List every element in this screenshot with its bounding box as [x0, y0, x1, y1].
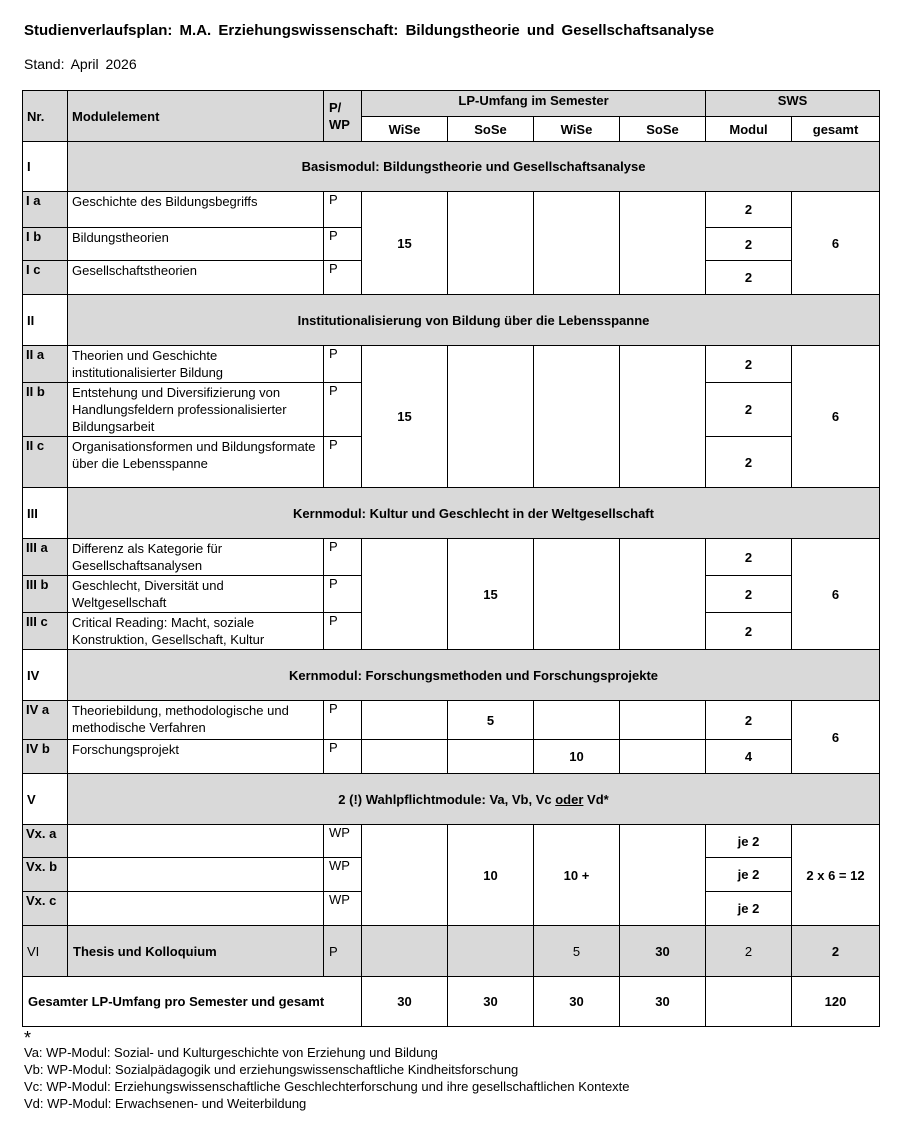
study-plan-table — [22, 90, 880, 1027]
sws-modul: 2 — [706, 926, 792, 977]
header-sose-1: SoSe — [448, 117, 534, 142]
footnote-line: Vb: WP-Modul: Sozialpädagogik und erziehungswissenschaftliche Kindheitsforschung — [24, 1062, 519, 1077]
section-title — [68, 774, 880, 825]
section-title: Institutionalisierung von Bildung über die Lebensspanne — [68, 295, 880, 346]
sws-gesamt: 6 — [792, 192, 880, 295]
total-sose-2: 30 — [620, 977, 706, 1027]
module-name: Differenz als Kategorie für Gesellschaftsanalysen — [68, 539, 324, 576]
module-name: Entstehung und Diversifizierung von Handlungsfeldern professionalisierter Bildungsarbeit — [68, 383, 324, 437]
header-nr: Nr. — [23, 91, 68, 142]
sws-gesamt: 6 — [792, 701, 880, 774]
module-name — [68, 825, 324, 858]
lp-wise-1: 15 — [362, 346, 448, 488]
module-type: P — [324, 383, 362, 437]
row-nr: I b — [23, 228, 68, 261]
module-type: P — [324, 539, 362, 576]
module-type: P — [324, 613, 362, 650]
stand-date: Stand: April 2026 — [24, 56, 137, 72]
header-wise-2: WiSe — [534, 117, 620, 142]
section-nr: IV — [23, 650, 68, 701]
section-nr: V — [23, 774, 68, 825]
total-wise-2: 30 — [534, 977, 620, 1027]
module-name: Gesellschaftstheorien — [68, 261, 324, 295]
footnote-line: Va: WP-Modul: Sozial- und Kulturgeschichte von Erziehung und Bildung — [24, 1045, 438, 1060]
sws-modul: 2 — [706, 346, 792, 383]
footnote-line: Vd: WP-Modul: Erwachsenen- und Weiterbildung — [24, 1096, 307, 1111]
total-gesamt: 120 — [792, 977, 880, 1027]
row-nr: Vx. a — [23, 825, 68, 858]
module-type: P — [324, 228, 362, 261]
header-gesamt: gesamt — [792, 117, 880, 142]
sws-modul: 2 — [706, 383, 792, 437]
footnote — [24, 1028, 630, 1112]
total-sose-1: 30 — [448, 977, 534, 1027]
lp-wise-2: 10 — [534, 740, 620, 774]
module-type: P — [324, 701, 362, 740]
sws-modul: 2 — [706, 192, 792, 228]
sws-modul: 2 — [706, 261, 792, 295]
lp-wise-2: 5 — [534, 926, 620, 977]
module-name: Geschichte des Bildungsbegriffs — [68, 192, 324, 228]
module-name: Critical Reading: Macht, soziale Konstruktion, Gesellschaft, Kultur — [68, 613, 324, 650]
header-sose-2: SoSe — [620, 117, 706, 142]
module-type: WP — [324, 858, 362, 892]
module-name: Organisationsformen und Bildungsformate über die Lebensspanne — [68, 437, 324, 488]
lp-wise-1: 15 — [362, 192, 448, 295]
page-title: Studienverlaufsplan: M.A. Erziehungswissenschaft: Bildungstheorie und Gesellschaftsanalyse — [24, 22, 715, 39]
header-pwp: P/ WP — [324, 91, 362, 142]
sws-modul: 2 — [706, 613, 792, 650]
header-lp-umfang: LP-Umfang im Semester — [362, 91, 706, 117]
section-nr: II — [23, 295, 68, 346]
module-name: Theorien und Geschichte institutionalisierter Bildung — [68, 346, 324, 383]
section-title-oder: oder — [555, 791, 584, 807]
total-label: Gesamter LP-Umfang pro Semester und gesamt — [23, 977, 362, 1027]
module-type: P — [324, 576, 362, 613]
sws-modul: 2 — [706, 437, 792, 488]
module-name: Theoriebildung, methodologische und methodische Verfahren — [68, 701, 324, 740]
header-modul: Modul — [706, 117, 792, 142]
total-wise-1: 30 — [362, 977, 448, 1027]
section-title: Kernmodul: Kultur und Geschlecht in der Weltgesellschaft — [68, 488, 880, 539]
header-sws: SWS — [706, 91, 880, 117]
sws-gesamt: 2 — [792, 926, 880, 977]
sws-gesamt: 6 — [792, 539, 880, 650]
footnote-star: * — [24, 1028, 32, 1048]
header-wise-1: WiSe — [362, 117, 448, 142]
row-nr: II c — [23, 437, 68, 488]
lp-sose-1: 15 — [448, 539, 534, 650]
sws-modul: 2 — [706, 576, 792, 613]
section-nr: VI — [23, 926, 68, 977]
row-nr: Vx. c — [23, 892, 68, 926]
module-name: Thesis und Kolloquium — [68, 926, 324, 977]
sws-modul: je 2 — [706, 858, 792, 892]
module-type: P — [324, 740, 362, 774]
module-type: P — [324, 192, 362, 228]
module-name — [68, 858, 324, 892]
sws-modul: 2 — [706, 228, 792, 261]
module-name — [68, 892, 324, 926]
row-nr: II a — [23, 346, 68, 383]
section-nr: III — [23, 488, 68, 539]
row-nr: III b — [23, 576, 68, 613]
section-title: Basismodul: Bildungstheorie und Gesellschaftsanalyse — [68, 142, 880, 192]
lp-sose-2: 30 — [620, 926, 706, 977]
row-nr: III a — [23, 539, 68, 576]
module-type: P — [324, 346, 362, 383]
module-name: Bildungstheorien — [68, 228, 324, 261]
sws-gesamt: 2 x 6 = 12 — [792, 825, 880, 926]
header-modulelement: Modulelement — [68, 91, 324, 142]
sws-gesamt: 6 — [792, 346, 880, 488]
module-type: P — [324, 437, 362, 488]
module-name: Forschungsprojekt — [68, 740, 324, 774]
row-nr: III c — [23, 613, 68, 650]
sws-modul: 2 — [706, 701, 792, 740]
sws-modul: je 2 — [706, 825, 792, 858]
module-type: P — [324, 926, 362, 977]
section-title-post: Vd* — [583, 791, 609, 807]
lp-wise-2: 10 + — [534, 825, 620, 926]
section-nr: I — [23, 142, 68, 192]
module-type: P — [324, 261, 362, 295]
row-nr: I c — [23, 261, 68, 295]
footnote-line: Vc: WP-Modul: Erziehungswissenschaftliche Geschlechterforschung und ihre gesellschaftlichen Kontexte — [24, 1079, 630, 1094]
lp-sose-1: 10 — [448, 825, 534, 926]
sws-modul: 2 — [706, 539, 792, 576]
section-title: Kernmodul: Forschungsmethoden und Forschungsprojekte — [68, 650, 880, 701]
row-nr: Vx. b — [23, 858, 68, 892]
lp-sose-1: 5 — [448, 701, 534, 740]
row-nr: IV b — [23, 740, 68, 774]
sws-modul: 4 — [706, 740, 792, 774]
row-nr: II b — [23, 383, 68, 437]
section-title-pre: 2 (!) Wahlpflichtmodule: Va, Vb, Vc — [338, 791, 556, 807]
module-name: Geschlecht, Diversität und Weltgesellschaft — [68, 576, 324, 613]
module-type: WP — [324, 825, 362, 858]
row-nr: IV a — [23, 701, 68, 740]
row-nr: I a — [23, 192, 68, 228]
sws-modul: je 2 — [706, 892, 792, 926]
module-type: WP — [324, 892, 362, 926]
